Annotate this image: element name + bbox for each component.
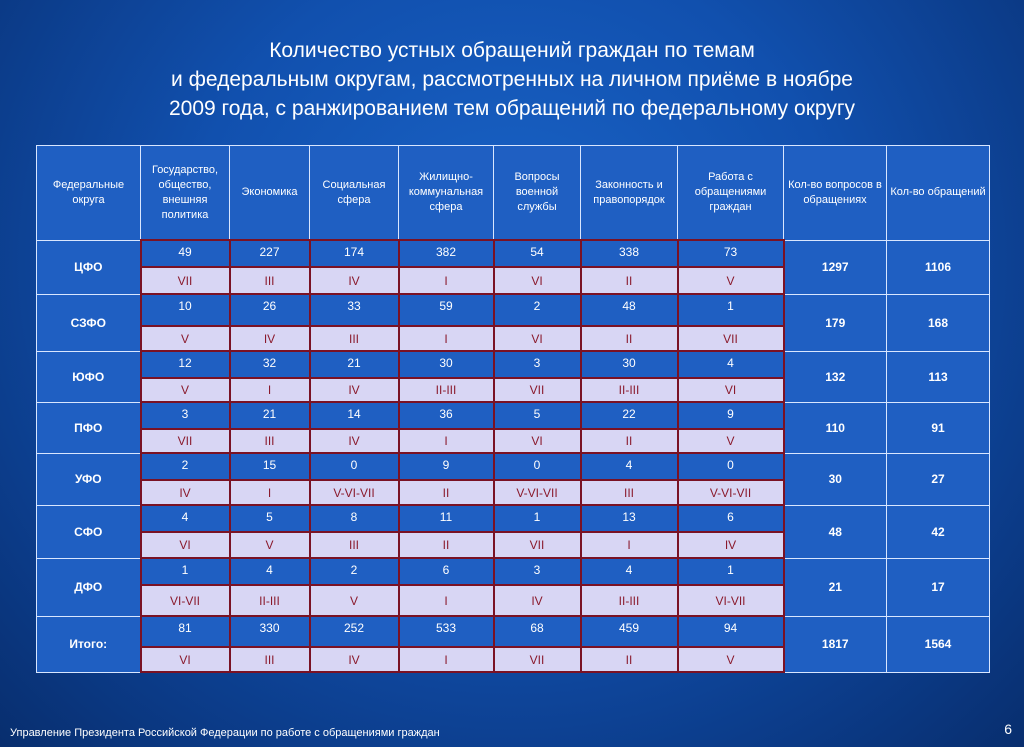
value-cell: 3 <box>141 402 230 429</box>
questions-total: 132 <box>784 351 887 402</box>
value-cell: 14 <box>310 402 399 429</box>
appeals-total: 42 <box>887 505 990 558</box>
value-cell: 1 <box>494 505 581 532</box>
value-cell: 10 <box>141 294 230 326</box>
questions-total: 21 <box>784 558 887 616</box>
header-social: Социальная сфера <box>310 146 399 241</box>
value-cell: 33 <box>310 294 399 326</box>
value-cell: 2 <box>141 453 230 480</box>
value-cell: 0 <box>678 453 784 480</box>
header-questions-count: Кол-во вопросов в обращениях <box>784 146 887 241</box>
rank-cell: V-VI-VII <box>310 480 399 505</box>
rank-cell: VI-VII <box>678 585 784 616</box>
value-cell: 2 <box>494 294 581 326</box>
value-cell: 12 <box>141 351 230 378</box>
rank-cell: II <box>581 647 678 672</box>
rank-cell: I <box>399 647 494 672</box>
rank-cell: I <box>399 429 494 453</box>
value-cell: 1 <box>141 558 230 585</box>
header-state-society: Государство, общество, внешняя политика <box>141 146 230 241</box>
rank-cell: VII <box>678 326 784 351</box>
table-row <box>37 351 990 378</box>
value-cell: 9 <box>399 453 494 480</box>
rank-cell: V <box>230 532 310 558</box>
value-cell: 48 <box>581 294 678 326</box>
rank-cell: II <box>399 480 494 505</box>
value-cell: 1 <box>678 558 784 585</box>
appeals-total: 1106 <box>887 240 990 294</box>
rank-cell: III <box>581 480 678 505</box>
rank-cell: II <box>399 532 494 558</box>
rank-cell: V <box>678 429 784 453</box>
value-cell: 6 <box>678 505 784 532</box>
rank-cell: I <box>581 532 678 558</box>
rank-cell: IV <box>230 326 310 351</box>
rank-cell: IV <box>141 480 230 505</box>
table-row <box>37 558 990 585</box>
value-cell: 59 <box>399 294 494 326</box>
header-appeals-count: Кол-во обращений <box>887 146 990 241</box>
value-cell: 382 <box>399 240 494 267</box>
rank-cell: II-III <box>399 378 494 402</box>
value-cell: 0 <box>494 453 581 480</box>
value-cell: 4 <box>581 453 678 480</box>
rank-cell: VI <box>494 429 581 453</box>
rank-cell: II-III <box>230 585 310 616</box>
appeals-total: 1564 <box>887 616 990 672</box>
rank-cell: II-III <box>581 585 678 616</box>
rank-cell: VI <box>141 647 230 672</box>
value-cell: 8 <box>310 505 399 532</box>
questions-total: 179 <box>784 294 887 351</box>
rank-cell: V <box>678 647 784 672</box>
rank-cell: VII <box>494 532 581 558</box>
value-cell: 0 <box>310 453 399 480</box>
appeals-total: 27 <box>887 453 990 505</box>
table-row <box>37 453 990 480</box>
rank-cell: VI-VII <box>141 585 230 616</box>
rank-cell: VI <box>141 532 230 558</box>
district-name: СФО <box>37 505 141 558</box>
rank-cell: V <box>678 267 784 294</box>
rank-cell: III <box>230 267 310 294</box>
value-cell: 330 <box>230 616 310 647</box>
page-number: 6 <box>1004 721 1012 737</box>
rank-cell: III <box>230 429 310 453</box>
value-cell: 94 <box>678 616 784 647</box>
value-cell: 174 <box>310 240 399 267</box>
value-cell: 6 <box>399 558 494 585</box>
value-cell: 81 <box>141 616 230 647</box>
value-cell: 252 <box>310 616 399 647</box>
value-cell: 30 <box>399 351 494 378</box>
value-cell: 1 <box>678 294 784 326</box>
rank-cell: I <box>399 267 494 294</box>
rank-cell: IV <box>678 532 784 558</box>
appeals-table <box>36 145 990 673</box>
rank-cell: V <box>141 326 230 351</box>
value-cell: 227 <box>230 240 310 267</box>
district-name: ЦФО <box>37 240 141 294</box>
value-cell: 4 <box>230 558 310 585</box>
value-cell: 4 <box>581 558 678 585</box>
rank-cell: V-VI-VII <box>494 480 581 505</box>
value-cell: 9 <box>678 402 784 429</box>
appeals-total: 17 <box>887 558 990 616</box>
rank-cell: VII <box>494 378 581 402</box>
appeals-total: 113 <box>887 351 990 402</box>
rank-cell: II <box>581 429 678 453</box>
title-line-2: и федеральным округам, рассмотренных на личном приёме в ноябре <box>171 68 853 91</box>
value-cell: 54 <box>494 240 581 267</box>
rank-cell: I <box>399 326 494 351</box>
value-cell: 11 <box>399 505 494 532</box>
footer-text: Управление Президента Российской Федерации по работе с обращениями граждан <box>10 727 440 739</box>
rank-cell: VI <box>494 267 581 294</box>
value-cell: 22 <box>581 402 678 429</box>
questions-total: 1817 <box>784 616 887 672</box>
rank-cell: VI <box>678 378 784 402</box>
table-row <box>37 505 990 532</box>
value-cell: 73 <box>678 240 784 267</box>
value-cell: 5 <box>494 402 581 429</box>
rank-cell: I <box>230 378 310 402</box>
value-cell: 3 <box>494 351 581 378</box>
appeals-total: 91 <box>887 402 990 453</box>
rank-cell: III <box>230 647 310 672</box>
title-line-1: Количество устных обращений граждан по темам <box>269 39 755 62</box>
value-cell: 13 <box>581 505 678 532</box>
district-name: УФО <box>37 453 141 505</box>
rank-cell: V-VI-VII <box>678 480 784 505</box>
slide-title <box>0 36 1024 123</box>
value-cell: 2 <box>310 558 399 585</box>
value-cell: 15 <box>230 453 310 480</box>
value-cell: 459 <box>581 616 678 647</box>
rank-cell: VII <box>494 647 581 672</box>
rank-cell: I <box>399 585 494 616</box>
district-name: СЗФО <box>37 294 141 351</box>
district-name: ДФО <box>37 558 141 616</box>
rank-cell: V <box>141 378 230 402</box>
value-cell: 68 <box>494 616 581 647</box>
header-law: Законность и правопорядок <box>581 146 678 241</box>
value-cell: 36 <box>399 402 494 429</box>
rank-cell: I <box>230 480 310 505</box>
questions-total: 110 <box>784 402 887 453</box>
value-cell: 26 <box>230 294 310 326</box>
rank-cell: III <box>310 532 399 558</box>
value-cell: 49 <box>141 240 230 267</box>
rank-cell: IV <box>310 429 399 453</box>
value-cell: 21 <box>230 402 310 429</box>
header-appeals-work: Работа с обращениями граждан <box>678 146 784 241</box>
rank-cell: VII <box>141 267 230 294</box>
value-cell: 4 <box>141 505 230 532</box>
rank-cell: VI <box>494 326 581 351</box>
questions-total: 30 <box>784 453 887 505</box>
rank-cell: II <box>581 326 678 351</box>
table-row <box>37 402 990 429</box>
rank-cell: IV <box>310 378 399 402</box>
value-cell: 30 <box>581 351 678 378</box>
questions-total: 1297 <box>784 240 887 294</box>
appeals-total: 168 <box>887 294 990 351</box>
rank-cell: IV <box>310 267 399 294</box>
table-row <box>37 294 990 326</box>
value-cell: 338 <box>581 240 678 267</box>
header-economy: Экономика <box>230 146 310 241</box>
value-cell: 21 <box>310 351 399 378</box>
header-districts: Федеральные округа <box>37 146 141 241</box>
rank-cell: VII <box>141 429 230 453</box>
table-row <box>37 240 990 267</box>
questions-total: 48 <box>784 505 887 558</box>
value-cell: 5 <box>230 505 310 532</box>
title-line-3: 2009 года, с ранжированием тем обращений по федеральному округу <box>168 97 855 120</box>
rank-cell: IV <box>494 585 581 616</box>
value-cell: 4 <box>678 351 784 378</box>
rank-cell: II <box>581 267 678 294</box>
header-military: Вопросы военной службы <box>494 146 581 241</box>
header-row <box>37 146 990 241</box>
district-name: ПФО <box>37 402 141 453</box>
header-housing: Жилищно-коммунальная сфера <box>399 146 494 241</box>
value-cell: 533 <box>399 616 494 647</box>
value-cell: 32 <box>230 351 310 378</box>
district-name: Итого: <box>37 616 141 672</box>
table-row <box>37 616 990 647</box>
district-name: ЮФО <box>37 351 141 402</box>
rank-cell: III <box>310 326 399 351</box>
rank-cell: IV <box>310 647 399 672</box>
rank-cell: II-III <box>581 378 678 402</box>
rank-cell: V <box>310 585 399 616</box>
value-cell: 3 <box>494 558 581 585</box>
